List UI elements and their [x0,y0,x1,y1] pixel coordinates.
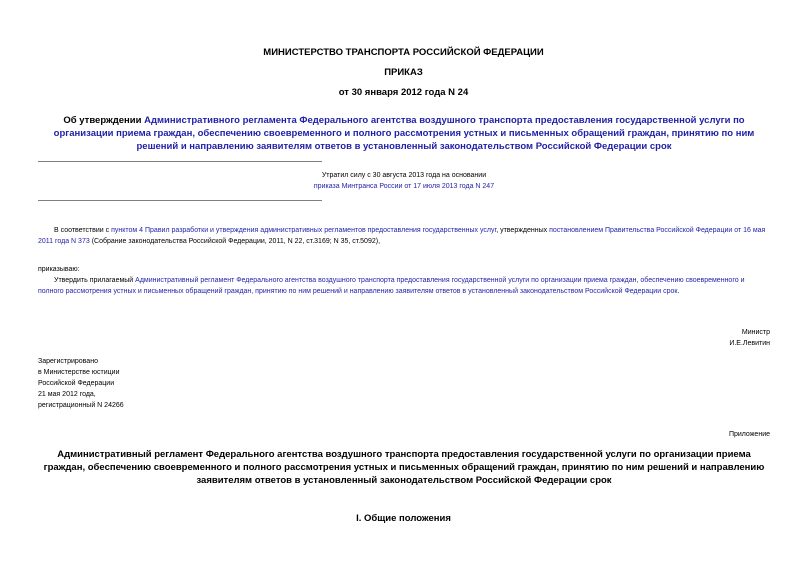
ministry-heading: МИНИСТЕРСТВО ТРАНСПОРТА РОССИЙСКОЙ ФЕДЕРАЦИИ [263,47,544,58]
title-regulation-link[interactable]: Административного регламента Федерального агентства воздушного транспорта предоставления государственной услуги по организации приема граждан, обеспечению своевременного и полного рассмотрения устных и письменных обращений граждан, принятию по ним решений и направлению заявителям ответов в установленный законодательством Российской Федерации срок [53,115,755,152]
signature-name: И.Е.Левитин [729,340,770,347]
order-label: приказываю: [38,266,80,273]
title-prefix: Об утверждении [63,115,145,126]
document-date-number: от 30 января 2012 года N 24 [338,87,469,98]
order-paragraph [38,275,770,297]
registration-line: Российской Федерации [38,380,115,387]
rules-link[interactable]: пунктом 4 Правил разработки и утверждения административных регламентов предоставления государственных услуг [111,227,497,234]
preamble-text: , утвержденных [496,227,550,234]
status-line: Утратил силу с 30 августа 2013 года на основании [321,172,487,179]
repeal-order-link[interactable]: приказа Минтранса России от 17 июля 2013 года N 247 [313,183,495,190]
document-type: ПРИКАЗ [384,67,423,78]
registration-line: 21 мая 2012 года, [38,391,96,398]
document-title [38,114,770,153]
divider-bottom [38,200,322,201]
preamble-paragraph [38,225,770,247]
appendix-label: Приложение [728,431,770,438]
preamble-text: В соответствии с [54,227,112,234]
registration-line: в Министерстве юстиции [38,369,120,376]
divider-top [38,161,322,162]
preamble-text: (Собрание законодательства Российской Федерации, 2011, N 22, ст.3169; N 35, ст.5092), [89,238,381,245]
regulation-link[interactable]: Административный регламент Федерального агентства воздушного транспорта предоставления государственной услуги по организации приема граждан, обеспечению своевременного и полного рассмотрения устных и письменных обращений граждан, принятию по ним решений и направлению заявителям ответов в установленный законодательством Российской Федерации срок [38,277,745,295]
order-text: Утвердить прилагаемый [54,277,136,284]
status-note [160,170,648,192]
appendix-title: Административный регламент Федерального агентства воздушного транспорта предоставления государственной услуги по организации приема граждан, обеспечению своевременного и полного рассмотрения устных и письменных обращений граждан, принятию по ним решений и направлению заявителям ответов в установленный законодательством Российской Федерации срок [43,449,765,486]
signature-position: Министр [741,329,770,336]
registration-line: Зарегистрировано [38,358,98,365]
registration-line: регистрационный N 24266 [38,402,124,409]
order-text: . [677,288,680,295]
section-heading: I. Общие положения [356,513,451,524]
signature-block [570,327,770,349]
registration-block [38,356,238,411]
government-decree-link[interactable]: постановлением Правительства Российской Федерации от 16 мая 2011 года N 373 [38,227,766,245]
